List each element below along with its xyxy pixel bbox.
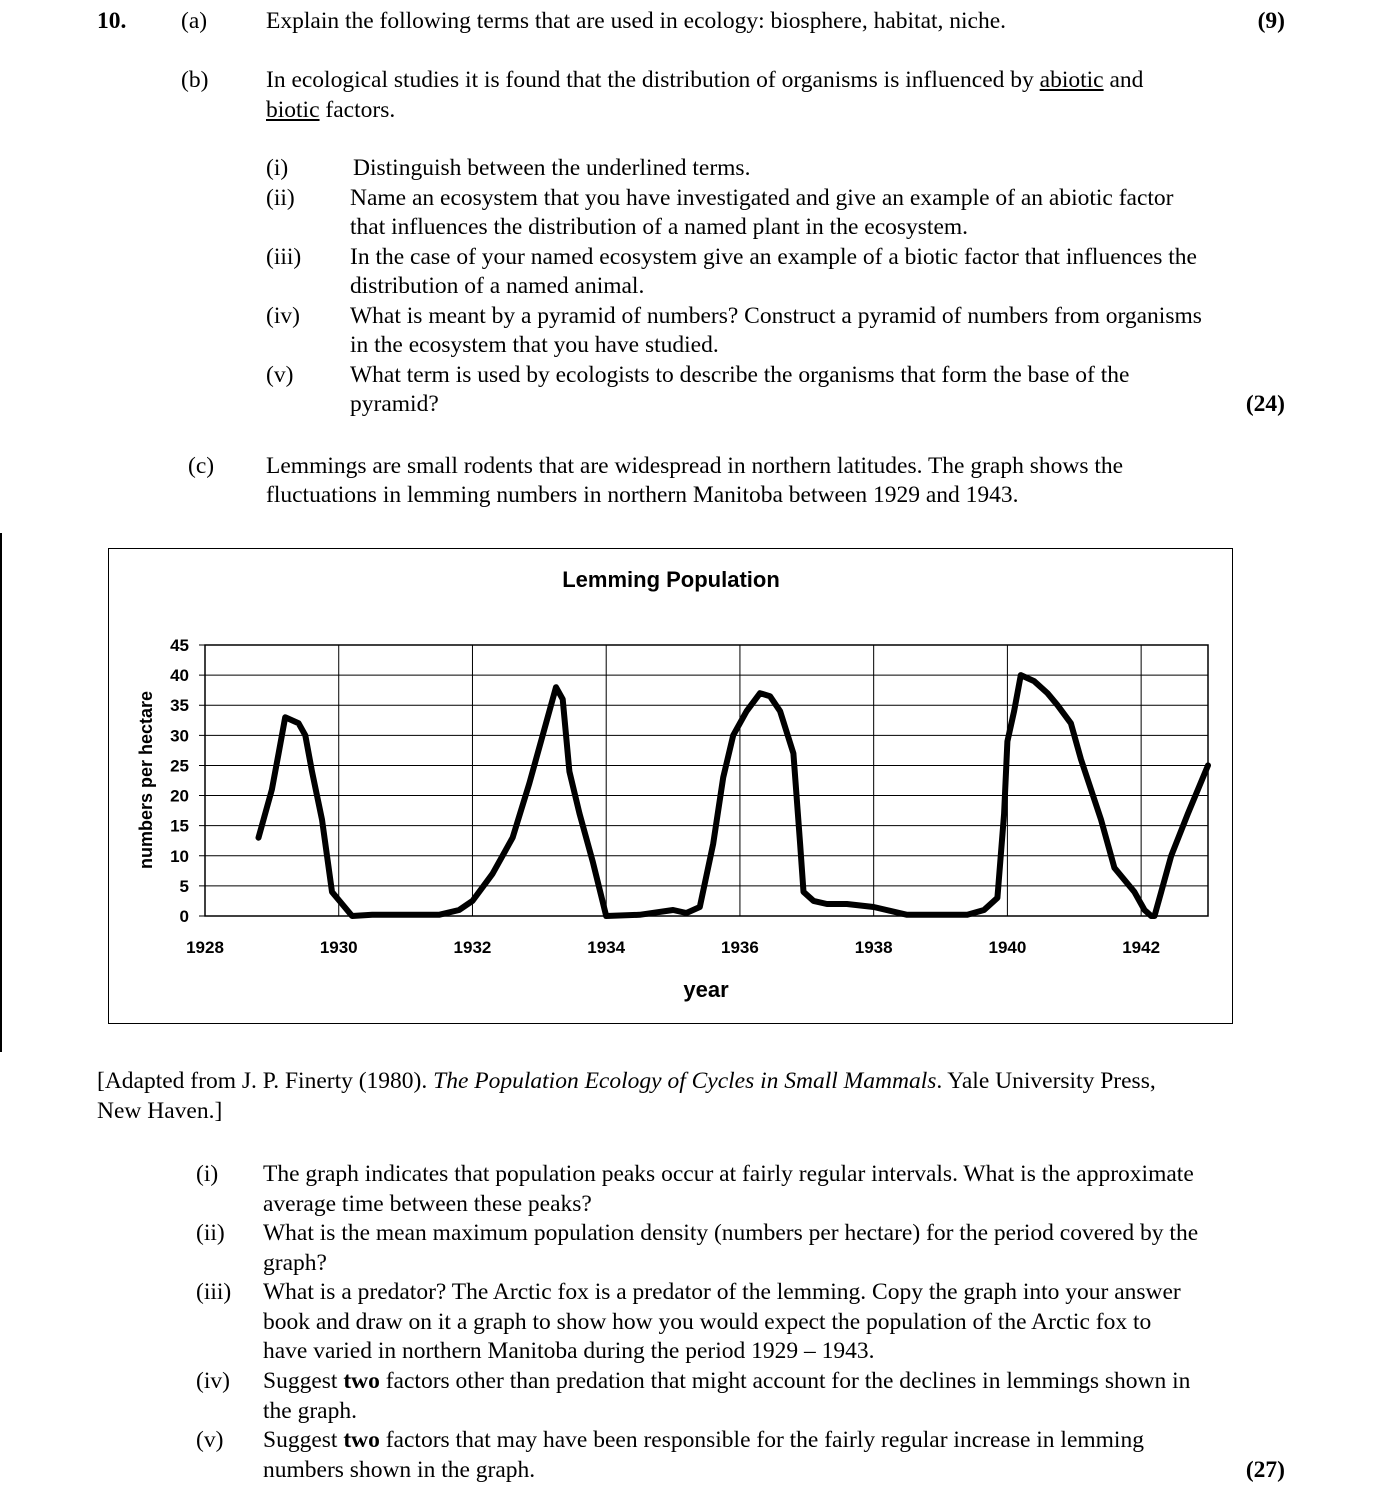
y-tick-label: 45 bbox=[170, 636, 189, 655]
x-tick-label: 1942 bbox=[1122, 938, 1161, 957]
part-b-marks: (24) bbox=[1245, 391, 1285, 417]
y-tick-label: 15 bbox=[170, 816, 189, 836]
c-part-label: (ii) bbox=[196, 1220, 225, 1246]
c-part-label: (iv) bbox=[196, 1368, 230, 1394]
part-c-marks: (27) bbox=[1245, 1457, 1285, 1483]
c-part-line: book and draw on it a graph to show how you would expect the population of the Arctic fox to bbox=[263, 1309, 1152, 1335]
part-a-text: Explain the following terms that are used in ecology: biosphere, habitat, niche. bbox=[266, 8, 1007, 34]
b-part-line: Name an ecosystem that you have investigated and give an example of an abiotic factor bbox=[350, 185, 1174, 211]
x-tick-label: 1930 bbox=[319, 938, 358, 957]
y-tick-label: 20 bbox=[170, 786, 189, 806]
part-a-label: (a) bbox=[181, 8, 208, 34]
x-tick-label: 1936 bbox=[721, 938, 759, 957]
b-part-line: in the ecosystem that you have studied. bbox=[350, 332, 719, 358]
part-b-intro: In ecological studies it is found that the distribution of organisms is influenced by abiotic and biotic factors. bbox=[266, 67, 1144, 123]
c-part-label: (iii) bbox=[196, 1279, 232, 1305]
x-tick-label: 1940 bbox=[988, 938, 1027, 957]
y-tick-label: 0 bbox=[179, 907, 189, 926]
b-part-line: pyramid? bbox=[350, 391, 439, 417]
b-part-label: (i) bbox=[266, 155, 289, 181]
abiotic-term: abiotic bbox=[1039, 67, 1104, 93]
x-tick-label: 1932 bbox=[453, 938, 492, 957]
b-part-label: (iv) bbox=[266, 303, 300, 329]
y-tick-label: 40 bbox=[170, 666, 189, 686]
x-tick-label: 1938 bbox=[854, 938, 893, 957]
part-c-line: fluctuations in lemming numbers in northern Manitoba between 1929 and 1943. bbox=[266, 482, 1019, 508]
b-part-label: (ii) bbox=[266, 185, 295, 211]
c-part-line: What is the mean maximum population density (numbers per hectare) for the period covered by the bbox=[263, 1220, 1199, 1246]
y-tick-label: 5 bbox=[179, 876, 189, 896]
c-part-text: Suggest two factors other than predation that might account for the declines in lemmings shown in the graph. bbox=[263, 1368, 1191, 1424]
y-tick-label: 10 bbox=[170, 846, 189, 866]
b-part-line: What term is used by ecologists to describe the organisms that form the base of the bbox=[350, 362, 1130, 388]
y-tick-label: 35 bbox=[170, 696, 189, 716]
part-b-label: (b) bbox=[181, 67, 209, 93]
b-part-line: that influences the distribution of a named plant in the ecosystem. bbox=[350, 214, 969, 240]
chart-title: Lemming Population bbox=[562, 567, 780, 592]
b-part-line: Distinguish between the underlined terms. bbox=[353, 155, 751, 181]
c-part-text: Suggest two factors that may have been responsible for the fairly regular increase in lemming numbers shown in the graph. bbox=[263, 1427, 1144, 1483]
b-part-line: What is meant by a pyramid of numbers? Construct a pyramid of numbers from organisms bbox=[350, 303, 1202, 329]
part-c-label: (c) bbox=[188, 453, 215, 479]
part-c-line: Lemmings are small rodents that are widespread in northern latitudes. The graph shows the bbox=[266, 453, 1124, 479]
c-part-line: What is a predator? The Arctic fox is a predator of the lemming. Copy the graph into your answer bbox=[263, 1279, 1181, 1305]
b-part-line: distribution of a named animal. bbox=[350, 273, 645, 299]
y-tick-label: 25 bbox=[170, 756, 189, 776]
y-axis-label: numbers per hectare bbox=[136, 690, 156, 870]
source-book-title: The Population Ecology of Cycles in Small Mammals bbox=[433, 1068, 937, 1094]
source-citation: [Adapted from J. P. Finerty (1980). The Population Ecology of Cycles in Small Mammals. Yale University Press, New Haven.] bbox=[97, 1068, 1156, 1124]
b-part-label: (v) bbox=[266, 362, 294, 388]
biotic-term: biotic bbox=[266, 96, 320, 123]
b-part-line: In the case of your named ecosystem give an example of a biotic factor that influences the bbox=[350, 244, 1197, 270]
x-tick-label: 1934 bbox=[587, 938, 626, 957]
c-part-line: have varied in northern Manitoba during the period 1929 – 1943. bbox=[263, 1338, 875, 1364]
margin-rule bbox=[0, 533, 2, 1052]
c-part-line: average time between these peaks? bbox=[263, 1191, 592, 1217]
y-tick-label: 30 bbox=[170, 726, 189, 746]
part-a-marks: (9) bbox=[1257, 8, 1285, 34]
question-number: 10. bbox=[97, 8, 127, 34]
c-part-label: (i) bbox=[196, 1161, 219, 1187]
x-tick-label: 1928 bbox=[186, 938, 224, 957]
c-part-line: The graph indicates that population peaks occur at fairly regular intervals. What is the approximate bbox=[263, 1161, 1194, 1187]
c-part-label: (v) bbox=[196, 1427, 224, 1453]
c-part-line: graph? bbox=[263, 1250, 327, 1276]
chart-frame bbox=[108, 548, 1233, 1024]
b-part-label: (iii) bbox=[266, 244, 302, 270]
x-axis-label: year bbox=[683, 977, 729, 1002]
